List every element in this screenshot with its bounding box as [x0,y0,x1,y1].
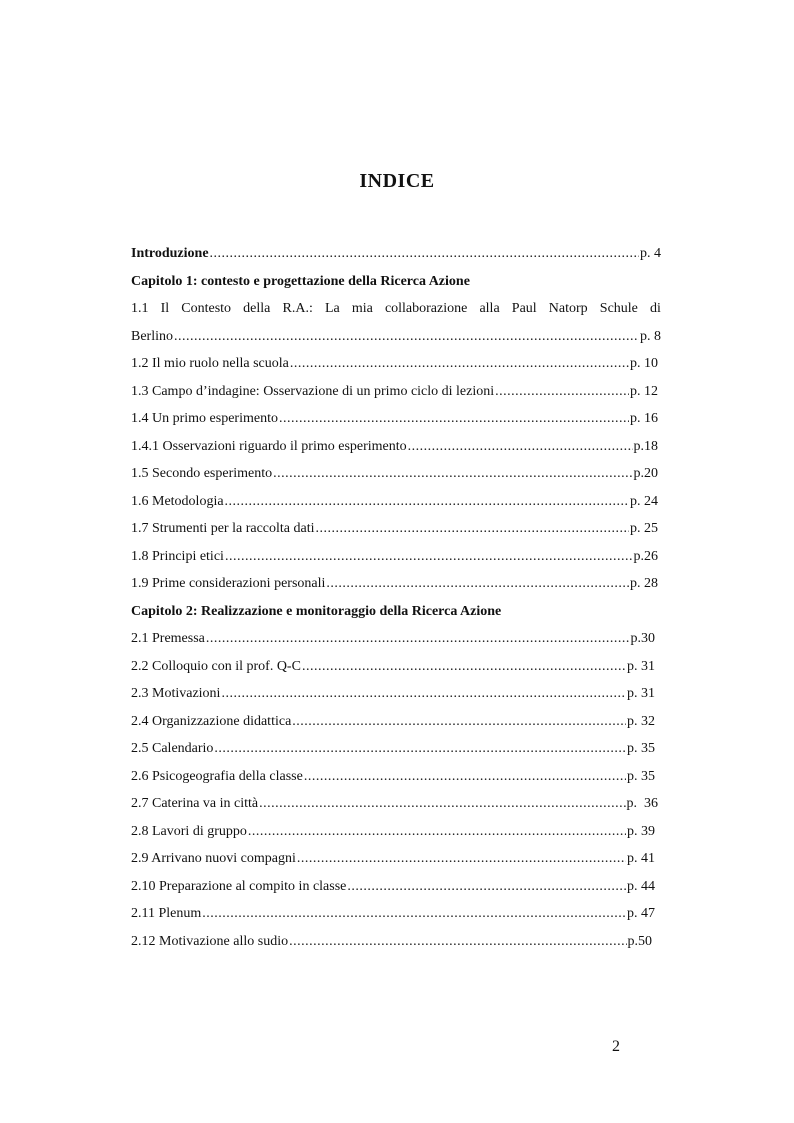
toc-entry-page: p. 10 [630,356,658,371]
toc-entry-title: 2.3 Motivazioni [131,686,221,701]
toc-leader-dots [225,543,633,571]
table-of-contents [131,240,661,955]
toc-entry-title: 1.7 Strumenti per la raccolta dati [131,521,315,536]
toc-entry-page: p. 24 [630,493,658,509]
toc-entry-2-2[interactable] [131,653,655,681]
toc-entry-page: p.26 [633,548,658,564]
toc-word: Natorp [548,301,588,316]
toc-entry-1-4[interactable] [131,405,658,433]
toc-word: della [243,301,271,316]
toc-entry-1-6[interactable] [131,488,658,516]
toc-entry-page: p. 41 [627,851,655,866]
toc-entry-page: p. 35 [627,741,655,756]
toc-entry-title: 1.6 Metodologia [131,493,224,509]
toc-leader-dots [279,405,629,433]
toc-word: Il [160,301,170,316]
toc-entry-page: p. 25 [630,521,658,536]
toc-entry-2-9[interactable] [131,845,655,873]
toc-leader-dots [259,790,625,818]
toc-entry-title: 2.12 Motivazione allo sudio [131,933,289,949]
toc-entry-title: 1.5 Secondo esperimento [131,466,273,481]
toc-chapter-title: Capitolo 2: Realizzazione e monitoraggio della Ricerca Azione [131,603,502,619]
toc-entry-1-5[interactable] [131,460,658,488]
toc-leader-dots [326,570,629,598]
toc-word: La [324,301,340,316]
toc-entry-page: p. 44 [627,878,655,894]
toc-entry-page: p. 36 [626,796,658,811]
toc-leader-dots [202,900,626,928]
toc-entry-1-3[interactable] [131,378,658,406]
toc-word: Schule [599,301,638,316]
toc-entry-1-1-line1[interactable] [131,295,661,323]
toc-entry-title: 2.6 Psicogeografia della classe [131,768,303,784]
toc-entry-1-9[interactable] [131,570,658,598]
toc-word: di [650,301,661,316]
toc-entry-title: 2.2 Colloquio con il prof. Q-C [131,658,301,674]
toc-chapter-title: Capitolo 1: contesto e progettazione della Ricerca Azione [131,273,470,289]
toc-entry-title: 1.4 Un primo esperimento [131,411,278,426]
toc-leader-dots [495,378,629,406]
toc-word: Paul [511,301,537,316]
toc-entry-title: 1.8 Principi etici [131,548,224,564]
toc-leader-dots [214,735,626,763]
toc-entry-2-6[interactable] [131,763,655,791]
toc-leader-dots [408,433,633,461]
toc-entry-title: 2.1 Premessa [131,631,205,646]
toc-leader-dots [273,460,632,488]
toc-entry-page: p. 8 [640,328,661,344]
toc-entry-title: 2.10 Preparazione al compito in classe [131,878,347,894]
toc-leader-dots [248,818,626,846]
toc-entry-2-3[interactable] [131,680,655,708]
toc-leader-dots [304,763,626,791]
toc-word: 1.1 [131,301,149,316]
toc-leader-dots [292,708,626,736]
toc-entry-2-7[interactable] [131,790,658,818]
toc-leader-dots [290,350,629,378]
toc-entry-2-8[interactable] [131,818,655,846]
toc-word: collaborazione [384,301,468,316]
toc-entry-page: p. 28 [630,576,658,591]
toc-word: mia [351,301,373,316]
toc-entry-2-1[interactable] [131,625,655,653]
toc-entry-1-8[interactable] [131,543,658,571]
toc-chapter-2-heading[interactable] [131,598,661,626]
toc-entry-title: 2.11 Plenum [131,906,202,921]
toc-entry-page: p.20 [633,466,658,481]
toc-word: Contesto [181,301,232,316]
toc-leader-dots [316,515,630,543]
toc-entry-introduzione[interactable] [131,240,661,268]
toc-entry-title: 1.4.1 Osservazioni riguardo il primo esperimento [131,438,407,454]
toc-entry-title: 2.9 Arrivano nuovi compagni [131,851,296,866]
toc-entry-page: p.30 [630,631,655,646]
toc-leader-dots [206,625,630,653]
toc-entry-title: 1.9 Prime considerazioni personali [131,576,326,591]
toc-leader-dots [210,240,639,268]
toc-leader-dots [302,653,626,681]
toc-entry-page: p. 31 [627,686,655,701]
toc-entry-1-1-line2[interactable] [131,323,661,351]
page-title: INDICE [359,170,435,192]
toc-entry-page: p. 16 [630,411,658,426]
toc-entry-page: p. 32 [627,713,655,729]
toc-word: alla [479,301,500,316]
toc-entry-page: p. 12 [630,383,658,399]
toc-entry-title: 1.2 Il mio ruolo nella scuola [131,356,289,371]
toc-entry-title: 2.8 Lavori di gruppo [131,823,247,839]
toc-leader-dots [297,845,626,873]
toc-entry-title: 2.7 Caterina va in città [131,796,259,811]
toc-entry-2-5[interactable] [131,735,655,763]
toc-entry-page: p. 47 [627,906,655,921]
toc-entry-title: 1.3 Campo d’indagine: Osservazione di un primo ciclo di lezioni [131,383,495,399]
toc-entry-page: p.50 [627,933,652,949]
toc-leader-dots [289,928,626,956]
toc-entry-title: 2.5 Calendario [131,741,214,756]
toc-entry-title: Introduzione [131,246,209,261]
toc-entry-page: p. 4 [640,246,661,261]
toc-entry-page: p. 35 [627,768,655,784]
toc-entry-1-4-1[interactable] [131,433,658,461]
toc-entry-page: p. 39 [627,823,655,839]
toc-entry-page: p.18 [633,438,658,454]
toc-entry-2-10[interactable] [131,873,655,901]
toc-entry-title: Berlino [131,328,173,344]
toc-leader-dots [347,873,626,901]
toc-leader-dots [174,323,639,351]
toc-chapter-1-heading[interactable] [131,268,661,296]
toc-entry-2-4[interactable] [131,708,655,736]
toc-entry-2-12[interactable] [131,928,652,956]
toc-entry-page: p. 31 [627,658,655,674]
toc-entry-title: 2.4 Organizzazione didattica [131,713,292,729]
toc-entry-2-11[interactable] [131,900,655,928]
toc-leader-dots [225,488,629,516]
page-number: 2 [612,1038,620,1055]
toc-entry-1-7[interactable] [131,515,658,543]
toc-entry-1-2[interactable] [131,350,658,378]
toc-word: R.A.: [282,301,313,316]
toc-leader-dots [221,680,626,708]
